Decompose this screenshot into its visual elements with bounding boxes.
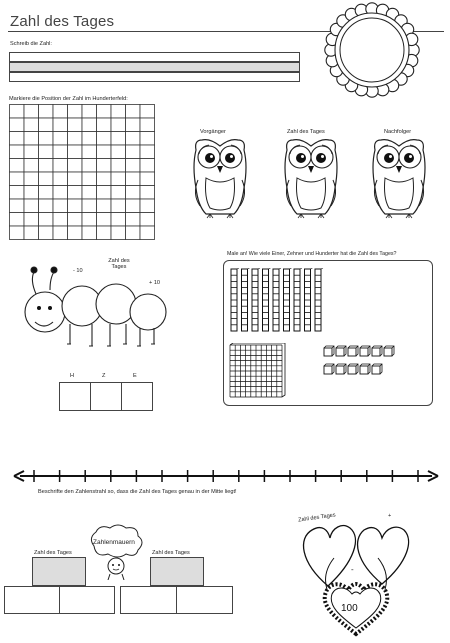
hundred-field-cell[interactable] xyxy=(126,226,141,240)
hundred-field-cell[interactable] xyxy=(39,199,54,213)
hundred-field-cell[interactable] xyxy=(24,172,39,186)
hundred-field-cell[interactable] xyxy=(68,159,83,173)
hundred-field-cell[interactable] xyxy=(39,213,54,227)
owl-illustration-number-of-day xyxy=(281,136,341,220)
hundred-field-cell[interactable] xyxy=(97,172,112,186)
owl-label-predecessor: Vorgänger xyxy=(200,129,226,135)
hundred-field-cell[interactable] xyxy=(140,199,155,213)
place-value-header-h: H xyxy=(70,373,75,379)
hearts-number: 100 xyxy=(341,603,358,614)
cloud-child-illustration xyxy=(86,524,146,580)
hundred-field-cell[interactable] xyxy=(39,159,54,173)
hundred-field-cell[interactable] xyxy=(140,159,155,173)
hundred-field-cell[interactable] xyxy=(24,145,39,159)
hundred-field-cell[interactable] xyxy=(24,159,39,173)
number-line-caption: Beschrifte den Zahlenstrahl so, dass die Zahl des Tages genau in der Mitte liegt! xyxy=(38,489,237,495)
write-number-label: Schreib die Zahl: xyxy=(10,41,52,47)
hundred-field-cell[interactable] xyxy=(10,118,25,132)
owl-illustration-predecessor xyxy=(190,136,250,220)
hundred-field-cell[interactable] xyxy=(53,213,68,227)
hundred-field-cell[interactable] xyxy=(24,132,39,146)
caterpillar-illustration xyxy=(20,262,170,354)
hundred-field-grid[interactable] xyxy=(9,104,155,240)
hundred-field-cell[interactable] xyxy=(68,105,83,119)
hundred-field-cell[interactable] xyxy=(126,145,141,159)
caterpillar-center-label: Zahl des Tages xyxy=(108,258,130,271)
hundred-field-cell[interactable] xyxy=(126,172,141,186)
wall-left-label: Zahl des Tages xyxy=(34,550,72,556)
hundred-field-cell[interactable] xyxy=(126,159,141,173)
write-line-2[interactable] xyxy=(9,62,300,72)
hundred-field-cell[interactable] xyxy=(140,226,155,240)
hundred-field-cell[interactable] xyxy=(68,172,83,186)
number-line[interactable] xyxy=(10,466,442,486)
wall-right-top-brick[interactable] xyxy=(150,557,204,586)
hundred-field-cell[interactable] xyxy=(68,213,83,227)
hundred-field-cell[interactable] xyxy=(53,172,68,186)
hundred-field-cell[interactable] xyxy=(97,213,112,227)
hundred-field-cell[interactable] xyxy=(10,186,25,200)
hundred-field-cell[interactable] xyxy=(10,132,25,146)
hundred-field-cell[interactable] xyxy=(97,199,112,213)
hundred-field-cell[interactable] xyxy=(140,118,155,132)
hundred-field-cell[interactable] xyxy=(140,132,155,146)
wall-right-brick-2[interactable] xyxy=(176,586,233,614)
hundred-field-cell[interactable] xyxy=(10,213,25,227)
place-value-header-z: Z xyxy=(102,373,106,379)
hundred-field-cell[interactable] xyxy=(39,105,54,119)
hundred-field-cell[interactable] xyxy=(111,118,126,132)
cloud-label: Zahlenmauern xyxy=(93,539,135,546)
hundred-field-cell[interactable] xyxy=(111,199,126,213)
hundred-field-cell[interactable] xyxy=(53,186,68,200)
hundred-field-cell[interactable] xyxy=(126,213,141,227)
hundred-field-cell[interactable] xyxy=(53,145,68,159)
caterpillar-minus-label: - 10 xyxy=(73,268,83,274)
hundred-field-cell[interactable] xyxy=(68,226,83,240)
hundred-field-cell[interactable] xyxy=(97,159,112,173)
hundred-field-cell[interactable] xyxy=(24,118,39,132)
hundred-field-cell[interactable] xyxy=(111,132,126,146)
hundred-field-cell[interactable] xyxy=(111,186,126,200)
hundred-field-cell[interactable] xyxy=(111,159,126,173)
wall-right-brick-1[interactable] xyxy=(120,586,177,614)
hundred-field-cell[interactable] xyxy=(97,186,112,200)
hundred-field-cell[interactable] xyxy=(10,226,25,240)
hundred-field-cell[interactable] xyxy=(111,226,126,240)
hundred-field-cell[interactable] xyxy=(39,186,54,200)
place-value-cell-z[interactable] xyxy=(90,382,122,411)
hundred-field-cell[interactable] xyxy=(126,186,141,200)
hundred-field-cell[interactable] xyxy=(53,226,68,240)
hearts-minus-mark: - xyxy=(351,565,354,574)
tens-rods[interactable] xyxy=(229,268,329,334)
hundred-field-cell[interactable] xyxy=(140,105,155,119)
hundred-field-cell[interactable] xyxy=(24,213,39,227)
write-line-1[interactable] xyxy=(9,52,300,62)
hundred-field-cell[interactable] xyxy=(140,145,155,159)
hearts-label: Zahl des Tages xyxy=(297,512,337,524)
hundred-field-cell[interactable] xyxy=(68,186,83,200)
wall-left-brick-2[interactable] xyxy=(59,586,115,614)
owl-label-number-of-day: Zahl des Tages xyxy=(287,129,325,135)
hundred-field-cell[interactable] xyxy=(97,118,112,132)
hundred-field-cell[interactable] xyxy=(68,132,83,146)
hundred-field-cell[interactable] xyxy=(82,145,97,159)
hundred-field-cell[interactable] xyxy=(53,199,68,213)
hundred-field-cell[interactable] xyxy=(126,199,141,213)
write-line-3[interactable] xyxy=(9,72,300,82)
place-value-header-e: E xyxy=(133,373,137,379)
hearts-plus-mark: + xyxy=(388,513,392,519)
hundred-field-cell[interactable] xyxy=(53,118,68,132)
place-value-cell-h[interactable] xyxy=(59,382,91,411)
hundred-field-cell[interactable] xyxy=(24,105,39,119)
hundred-field-cell[interactable] xyxy=(82,105,97,119)
hundred-field-cell[interactable] xyxy=(82,199,97,213)
hundred-field-cell[interactable] xyxy=(97,226,112,240)
scalloped-circle-frame xyxy=(322,2,422,98)
hundred-field-cell[interactable] xyxy=(140,172,155,186)
hundred-field-cell[interactable] xyxy=(10,199,25,213)
hundred-field-cell[interactable] xyxy=(24,199,39,213)
wall-right-label: Zahl des Tages xyxy=(152,550,190,556)
hundred-field-cell[interactable] xyxy=(111,105,126,119)
hundred-field-cell[interactable] xyxy=(39,118,54,132)
hundred-field-cell[interactable] xyxy=(82,213,97,227)
page-title: Zahl des Tages xyxy=(10,13,115,30)
place-value-cell-e[interactable] xyxy=(121,382,153,411)
hundred-field-cell[interactable] xyxy=(39,226,54,240)
hundred-field-cell[interactable] xyxy=(10,145,25,159)
hundred-field-cell[interactable] xyxy=(126,118,141,132)
owl-label-successor: Nachfolger xyxy=(384,129,412,135)
hundred-field-cell[interactable] xyxy=(126,105,141,119)
hundred-field-cell[interactable] xyxy=(140,186,155,200)
hundred-field-cell[interactable] xyxy=(39,172,54,186)
caterpillar-plus-label: + 10 xyxy=(149,280,161,286)
hundred-field-cell[interactable] xyxy=(39,145,54,159)
hundred-field-cell[interactable] xyxy=(53,159,68,173)
unit-cubes[interactable] xyxy=(322,344,402,380)
hundred-field-cell[interactable] xyxy=(39,132,54,146)
hundred-field-cell[interactable] xyxy=(53,105,68,119)
wall-left-top-brick[interactable] xyxy=(32,557,86,586)
base-ten-blocks-label: Male an! Wie viele Einer, Zehner und Hunderter hat die Zahl des Tages? xyxy=(227,251,397,257)
hundred-field-cell[interactable] xyxy=(97,132,112,146)
wall-left-brick-1[interactable] xyxy=(4,586,60,614)
hundred-field-cell[interactable] xyxy=(82,226,97,240)
hundred-field-cell[interactable] xyxy=(10,172,25,186)
hundred-field-cell[interactable] xyxy=(111,172,126,186)
hundred-field-cell[interactable] xyxy=(68,145,83,159)
hundred-field-label: Markiere die Position der Zahl im Hunderterfeld: xyxy=(9,96,128,102)
hundred-flat-block[interactable] xyxy=(229,343,287,399)
owl-illustration-successor xyxy=(369,136,429,220)
hundred-field-cell[interactable] xyxy=(82,118,97,132)
hundred-field-cell[interactable] xyxy=(82,172,97,186)
hundred-field-cell[interactable] xyxy=(126,132,141,146)
hundred-field-cell[interactable] xyxy=(10,105,25,119)
hearts-illustration xyxy=(296,518,414,640)
hundred-field-cell[interactable] xyxy=(97,145,112,159)
hundred-field-cell[interactable] xyxy=(82,132,97,146)
hundred-field-cell[interactable] xyxy=(10,159,25,173)
hundred-field-cell[interactable] xyxy=(68,199,83,213)
hundred-field-cell[interactable] xyxy=(140,213,155,227)
hundred-field-cell[interactable] xyxy=(24,226,39,240)
hundred-field-cell[interactable] xyxy=(24,186,39,200)
hundred-field-cell[interactable] xyxy=(82,159,97,173)
hundred-field-cell[interactable] xyxy=(68,118,83,132)
hundred-field-cell[interactable] xyxy=(111,213,126,227)
hundred-field-cell[interactable] xyxy=(97,105,112,119)
hundred-field-cell[interactable] xyxy=(82,186,97,200)
hundred-field-cell[interactable] xyxy=(53,132,68,146)
hundred-field-cell[interactable] xyxy=(111,145,126,159)
